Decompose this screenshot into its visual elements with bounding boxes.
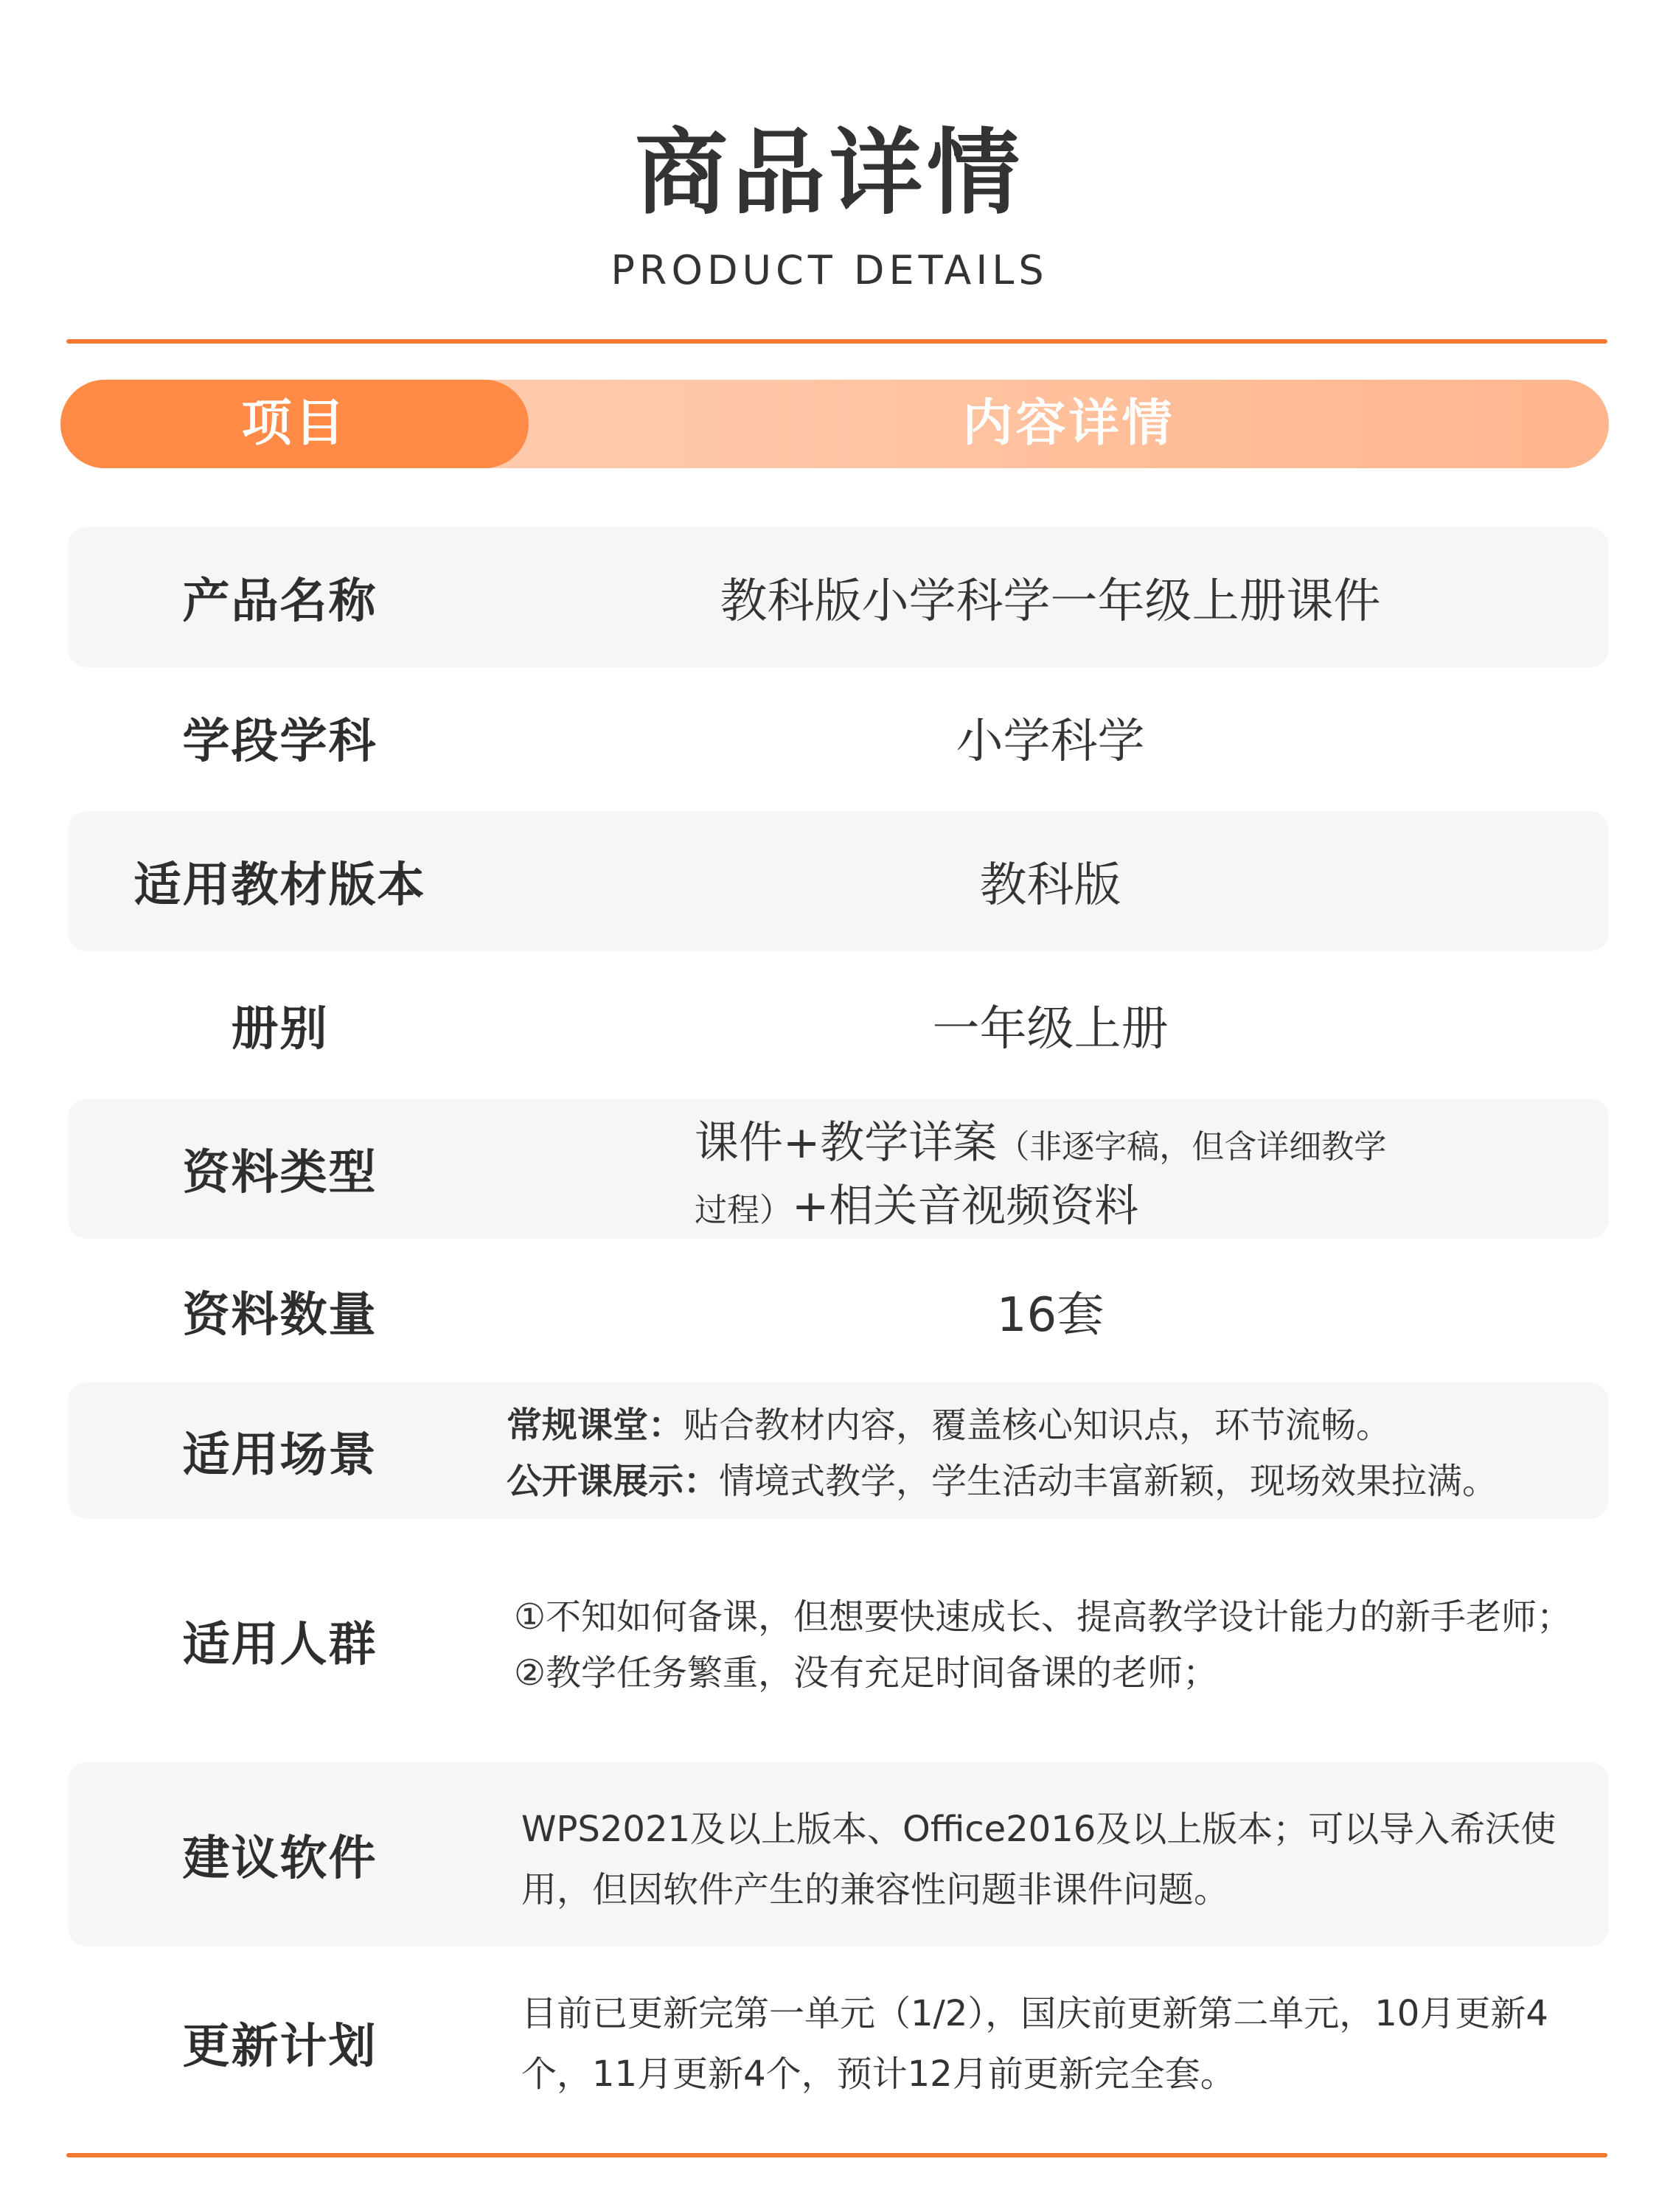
header-item-label: 项目	[241, 394, 348, 453]
row-value	[695, 1113, 1469, 1240]
table-row	[68, 667, 1609, 807]
table-row	[68, 1242, 1609, 1379]
row-value: 小学科学	[956, 714, 1145, 769]
row-label: 适用人群	[182, 1618, 378, 1672]
type-main: 课件+教学详案	[695, 1117, 998, 1169]
top-divider	[66, 339, 1607, 344]
software-line: 用，但因软件产生的兼容性问题非课件问题。	[521, 1869, 1230, 1910]
row-label: 产品名称	[182, 574, 378, 629]
plan-line: 个，11月更新4个，预计12月前更新完全套。	[521, 2053, 1236, 2095]
row-value	[514, 1589, 1605, 1701]
table-row	[68, 955, 1609, 1095]
table-row	[68, 527, 1609, 667]
row-label: 适用场景	[182, 1427, 378, 1483]
row-value	[521, 1983, 1605, 2104]
row-label: 资料类型	[182, 1146, 378, 1200]
row-value: 教科版	[979, 858, 1121, 913]
table-row	[68, 1950, 1609, 2135]
plan-line: 目前已更新完第一单元（1/2），国庆前更新第二单元，10月更新4	[521, 1993, 1548, 2034]
row-value: 16套	[996, 1287, 1105, 1343]
table-row	[68, 1762, 1609, 1947]
scene-title: 常规课堂：	[507, 1405, 684, 1446]
row-label: 学段学科	[182, 714, 378, 769]
audience-line: ②教学任务繁重，没有充足时间备课的老师；	[514, 1652, 1219, 1694]
row-label: 资料数量	[182, 1287, 378, 1343]
scene-title: 公开课展示：	[507, 1461, 720, 1502]
row-value: 一年级上册	[932, 1002, 1169, 1057]
type-note-end: 过程）	[695, 1192, 792, 1229]
page-title: 商品详情	[635, 119, 1024, 227]
row-label: 册别	[231, 1002, 329, 1057]
row-label: 更新计划	[182, 2020, 378, 2074]
row-value	[507, 1397, 1605, 1509]
type-note: （非逐字稿，但含详细教学	[997, 1128, 1387, 1166]
bottom-divider	[66, 2153, 1607, 2157]
row-value: 教科版小学科学一年级上册课件	[720, 574, 1381, 629]
scene-text: 情境式教学，学生活动丰富新颖，现场效果拉满。	[719, 1461, 1498, 1502]
table-row	[68, 1099, 1609, 1239]
audience-line: ①不知如何备课，但想要快速成长、提高教学设计能力的新手老师；	[514, 1596, 1573, 1638]
software-line: WPS2021及以上版本、Office2016及以上版本；可以导入希沃使	[521, 1809, 1557, 1850]
table-row	[68, 1382, 1609, 1519]
table-row	[68, 1523, 1609, 1759]
scene-text: 贴合教材内容，覆盖核心知识点，环节流畅。	[684, 1405, 1392, 1446]
row-label: 建议软件	[182, 1832, 378, 1886]
table-row	[68, 811, 1609, 951]
page-subtitle: PRODUCT DETAILS	[611, 247, 1048, 293]
header-content-label: 内容详情	[962, 394, 1175, 453]
row-label: 适用教材版本	[133, 858, 426, 913]
row-value	[521, 1799, 1605, 1920]
type-extra: +相关音视频资料	[792, 1180, 1139, 1232]
